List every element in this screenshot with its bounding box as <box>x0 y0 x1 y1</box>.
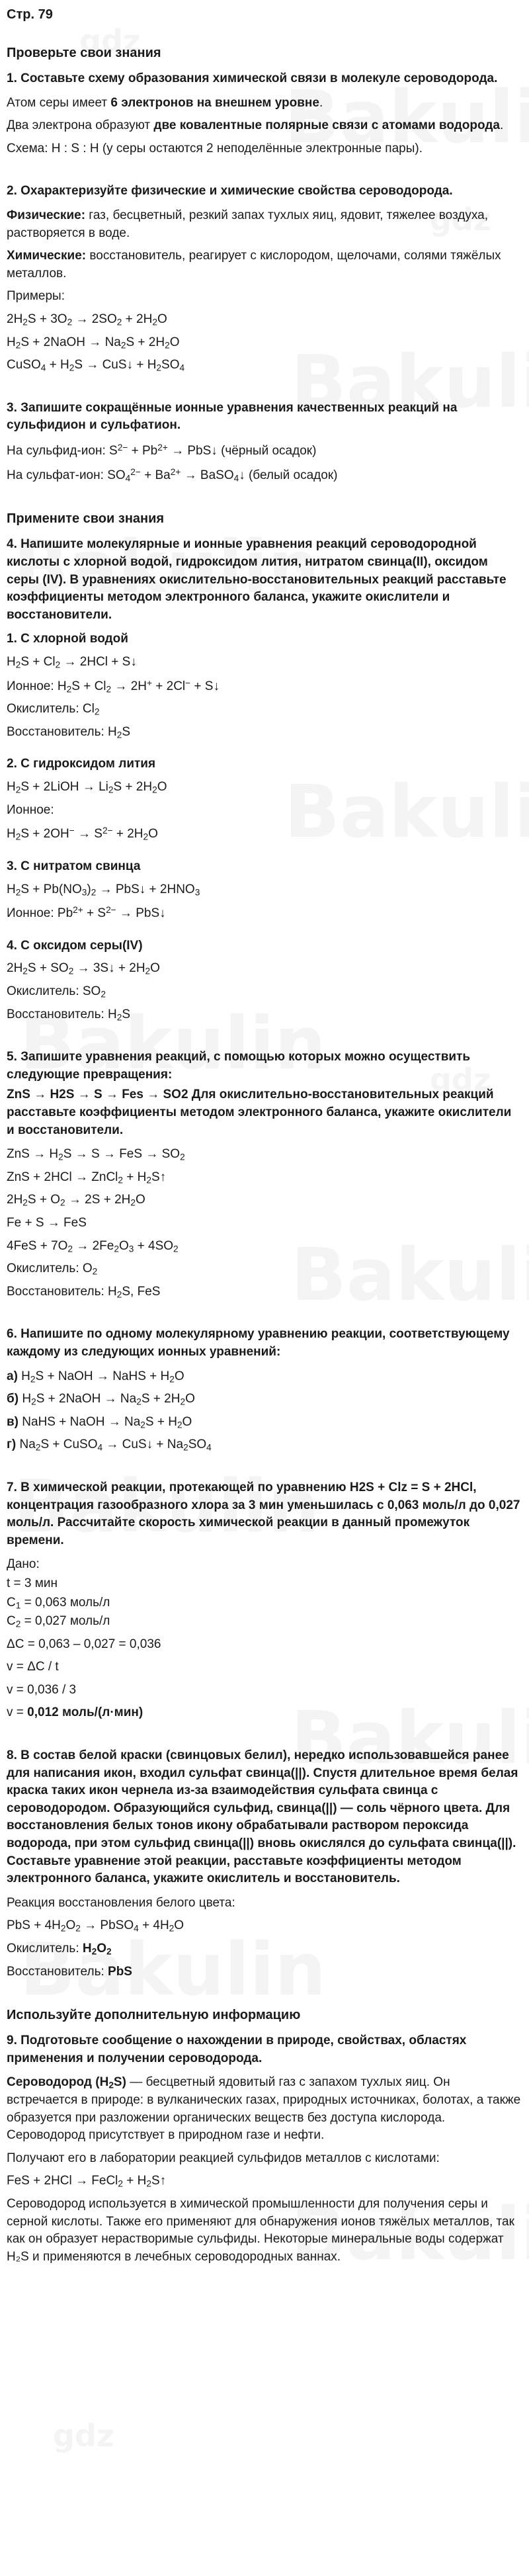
subheading: 2. С гидроксидом лития <box>7 757 156 771</box>
oxidizer-line: Окислитель: H2O2 <box>7 1942 112 1957</box>
equation: PbS + 4H2O2 → PbSO4 + 4H2O <box>7 1918 184 1934</box>
equation: Fe + S → FeS <box>7 1216 87 1230</box>
equation: 2H2S + 3O2 → 2SO2 + 2H2O <box>7 312 167 327</box>
task-question: 9. Подготовьте сообщение о нахождении в природе, свойствах, областях применения и получении сероводорода. <box>7 2034 467 2065</box>
task-question: 5. Запишите уравнения реакций, с помощью которых можно осуществить следующие превращения: <box>7 1050 471 1082</box>
equation: 4FeS + 7O2 → 2Fe2O3 + 4SO2 <box>7 1238 179 1254</box>
paragraph: Схема: H : S : H (у серы остаются 2 неподелённые электронные пары). <box>7 141 423 155</box>
equation: г) Na2S + CuSO4 → CuS↓ + Na2SO4 <box>7 1438 212 1453</box>
equation: Ионное: $Pb^{2+} + S^{2-}$ → PbS↓ <box>7 905 166 921</box>
section-title-apply: Примените свои знания <box>7 511 165 527</box>
task-9 <box>7 2032 522 2266</box>
equation: $H2S + 2OH^- \to S^{2-} + 2H2O$ <box>7 826 158 842</box>
paragraph: Физические: газ, бесцветный, резкий запах тухлых яиц, ядовит, тяжелее воздуха, растворяется в воде. <box>7 208 489 240</box>
equation: H2S + Pb(NO3)2 → PbS↓ + 2HNO3 <box>7 882 200 897</box>
equation: б) H2S + 2NaOH → Na2S + 2H2O <box>7 1392 195 1407</box>
section-title-extra: Используйте дополнительную информацию <box>7 2008 301 2023</box>
equation: FeS + 2HCl → FeCl2 + H2S↑ <box>7 2174 167 2189</box>
task-question: ZnS → H2S → S → Fes → SO2 Для окислительно-восстановительных реакций расставьте коэффициенты методом электронного баланса, укажите окислители и восстановители. <box>7 1088 512 1137</box>
task-7 <box>7 1479 522 1722</box>
subheading: 3. С нитратом свинца <box>7 859 141 873</box>
equation: CuSO4 + H2S → CuS↓ + H2SO4 <box>7 358 185 373</box>
reducer-line: Восстановитель: H2S, FeS <box>7 1284 161 1300</box>
subheading: 4. С оксидом серы(IV) <box>7 938 143 953</box>
equation: в) NaHS + NaOH → Na2S + H2O <box>7 1414 192 1430</box>
task-6 <box>7 1326 522 1454</box>
reducer-line: Восстановитель: PbS <box>7 1964 132 1979</box>
equation: H2S + Cl2 → 2HCl + S↓ <box>7 654 137 670</box>
oxidizer-line: Окислитель: Cl2 <box>7 702 100 717</box>
task-question: 8. В состав белой краски (свинцовых белил), нередко использовавшейся ранее для написания икон, входил сульфат свинца(||). Спустя длительное время белая краска таких икон чернела из-за взаимодействия сульфата свинца с сероводородом. Образующийся сульфид, свинца(||) — соль чёрного цвета. Для восстановления белых тонов икону обрабатывали раствором пероксида водорода, при этом сульфид свинца(||) вновь окислялся до сульфата свинца(||). Составьте уравнение этой реакции, расставьте коэффициенты методом электронного баланса, укажите окислитель и восстановитель. <box>7 1748 518 1886</box>
paragraph: Сероводород используется в химической промышленности для получения серы и серной кислоты. Также его применяют для обнаружения ионов тяжёлых металлов, так как он образует нерастворимые сульфиды. Некоторые минеральные воды содержат H₂S и применяются в лечебных сероводородных ваннах. <box>7 2196 514 2264</box>
equation: 2H2S + O2 → 2S + 2H2O <box>7 1193 145 1208</box>
equation: v = 0,036 / 3 <box>7 1682 77 1697</box>
reducer-line: Восстановитель: H2S <box>7 1007 131 1023</box>
equation: H2S + 2NaOH → Na2S + 2H2O <box>7 335 180 350</box>
paragraph: t = 3 мин <box>7 1576 58 1590</box>
section-title-check: Проверьте свои знания <box>7 46 161 60</box>
paragraph: Получают его в лаборатории реакцией сульфидов металлов с кислотами: <box>7 2151 440 2165</box>
oxidizer-line: Окислитель: SO2 <box>7 984 106 1000</box>
paragraph: Ионное: <box>7 802 54 817</box>
page-title: Стр. 79 <box>7 7 53 22</box>
task-question: 3. Запишите сокращённые ионные уравнения качественных реакций на сульфидион и сульфатион. <box>7 400 458 433</box>
task-question: 1. Составьте схему образования химической связи в молекуле сероводорода. <box>7 71 498 85</box>
task-8 <box>7 1747 522 1981</box>
paragraph: Примеры: <box>7 289 65 304</box>
task-1 <box>7 70 522 157</box>
equation: ZnS + 2HCl → ZnCl2 + H2S↑ <box>7 1170 167 1185</box>
paragraph: C2 = 0,027 моль/л <box>7 1614 110 1629</box>
equation: H2S + 2LiOH → Li2S + 2H2O <box>7 780 167 795</box>
paragraph: Сероводород (H2S) — бесцветный ядовитый газ с запахом тухлых яиц. Он встречается в природе: в вулканических газах, природных источниках, болотах, а также образуется при разложении органических веществ без доступа кислорода. Сероводород присутствует в природном газе и нефти. <box>7 2075 521 2143</box>
task-2 <box>7 183 522 374</box>
paragraph: Реакция восстановления белого цвета: <box>7 1895 235 1910</box>
equation: Ионное: H2S + Cl2 → 2H+ + 2Cl− + S↓ <box>7 677 220 695</box>
watermark <box>53 2415 114 2457</box>
task-4 <box>7 536 522 1023</box>
equation: ZnS → H2S → S → FeS → SO2 <box>7 1147 185 1162</box>
reducer-line: Восстановитель: H2S <box>7 724 131 740</box>
answer: v = 0,012 моль/(л·мин) <box>7 1705 143 1720</box>
paragraph: Дано: <box>7 1557 40 1572</box>
task-3 <box>7 400 522 485</box>
task-question: 6. Напишите по одному молекулярному уравнению реакции, соответствующему каждому из следующих ионных уравнений: <box>7 1327 510 1359</box>
equation: ΔC = 0,063 – 0,027 = 0,036 <box>7 1637 161 1651</box>
equation: На сульфид-ион: $S^{2-} + Pb^{2+}$ → PbS↓ (чёрный осадок) <box>7 442 317 458</box>
equation: а) H2S + NaOH → NaHS + H2O <box>7 1369 184 1384</box>
paragraph: Химические: восстановитель, реагирует с кислородом, щелочами, солями тяжёлых металлов. <box>7 249 501 280</box>
paragraph: Атом серы имеет 6 электронов на внешнем уровне. <box>7 95 323 110</box>
task-question: 2. Охарактеризуйте физические и химические свойства сероводорода. <box>7 184 453 198</box>
equation: v = ΔC / t <box>7 1660 59 1674</box>
subheading: 1. С хлорной водой <box>7 632 128 646</box>
paragraph: C1 = 0,063 моль/л <box>7 1595 110 1610</box>
task-question: 4. Напишите молекулярные и ионные уравнения реакций сероводородной кислоты с хлорной водой, гидроксидом лития, нитратом свинца(II), оксидом серы (IV). В уравнениях окислительно-восстановительных реакций расставьте коэффициенты методом электронного баланса, укажите окислители и восстановители. <box>7 537 507 622</box>
task-question: 7. В химической реакции, протекающей по уравнению H2S + Clz = S + 2HCl, концентрация газообразного хлора за 3 мин уменьшилась с 0,063 моль/л до 0,027 моль/л. Рассчитайте скорость химической реакции в данный промежуток времени. <box>7 1480 520 1547</box>
equation: На сульфат-ион: $SO4^{2-} + Ba^{2+}$ → BaSO4↓ (белый осадок) <box>7 466 338 484</box>
oxidizer-line: Окислитель: O2 <box>7 1262 98 1277</box>
equation: 2H2S + SO2 → 3S↓ + 2H2O <box>7 961 160 976</box>
paragraph: Два электрона образуют две ковалентные полярные связи с атомами водорода. <box>7 118 504 133</box>
content <box>7 5 522 2266</box>
task-5 <box>7 1049 522 1301</box>
